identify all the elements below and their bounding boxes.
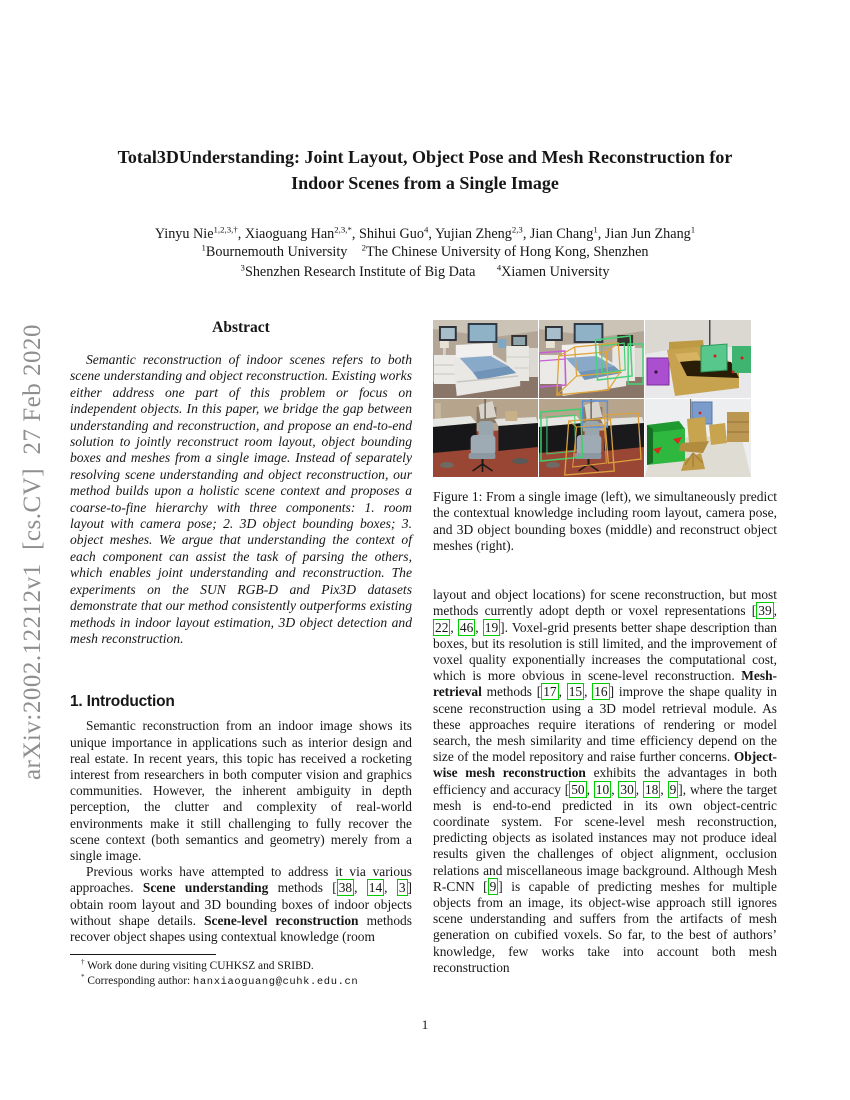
- text-run: exhibits the advantages in both efficiency and accuracy [: [433, 765, 777, 797]
- affiliation-line-2: [70, 263, 780, 283]
- text-run: †: [81, 958, 85, 967]
- text-run: 1: [593, 224, 598, 235]
- text-run: *: [81, 973, 85, 982]
- text-run: Bournemouth University: [205, 244, 362, 260]
- intro-paragraph-1: Semantic reconstruction from an indoor image shows its unique importance in applications such as interior design and real estate. In recent years, this topic has received a rocketing interest from researchers in both computer vision and graphics communities. However, the inherent ambiguity in depth perception, the clutter and complexity of real-world environments make it still challenging to fully recover the scene context (both semantics and geometry) merely from a single image.: [70, 718, 412, 863]
- text-run: ,: [475, 619, 483, 635]
- text-run: 4: [424, 224, 429, 235]
- text-run: methods [: [268, 880, 337, 896]
- text-run: 2,3,*: [334, 224, 352, 235]
- text-run: ] is capable of predicting meshes for multiple objects from an image, its object-wise approach still ignores scene understanding and suffers from the artifacts of mesh generation on cubified voxels. So far, to the best of authors’ knowledge, few works take into account both mesh reconstruction: [433, 878, 777, 975]
- text-run: Shenzhen Research Institute of Big Data: [244, 263, 497, 280]
- citation-link[interactable]: 38: [338, 880, 353, 896]
- paper-title-line-1: Total3DUnderstanding: Joint Layout, Object Pose and Mesh Reconstruction for: [117, 147, 733, 167]
- text-run: Work done during visiting CUHKSZ and SRIBD.: [84, 960, 314, 972]
- citation-link[interactable]: 16: [594, 684, 608, 700]
- citation-link[interactable]: 22: [435, 619, 449, 635]
- paper-header: [70, 144, 780, 282]
- citation-link[interactable]: 9: [669, 781, 677, 797]
- citation-link[interactable]: 18: [644, 781, 659, 797]
- citation-link[interactable]: 17: [543, 684, 557, 700]
- text-run: layout and object locations) for scene reconstruction, but most methods currently adopt depth or voxel representations [: [433, 587, 777, 619]
- footnote-corresponding-author: [70, 974, 412, 990]
- affiliation-line-1: [70, 243, 780, 263]
- text-run: ,: [611, 781, 619, 797]
- figure1-office-with-boxes: [539, 399, 644, 477]
- text-run: ,: [635, 781, 643, 797]
- text-run: 1,2,3,†: [213, 224, 238, 235]
- paper-title: [70, 144, 780, 196]
- footnote-dagger: [70, 959, 412, 974]
- text-run: , Yujian Zheng: [428, 226, 512, 242]
- text-run: ,: [584, 684, 593, 700]
- text-run: Previous works have attempted to address it via various approaches.: [70, 864, 412, 896]
- text-run: 1: [690, 224, 696, 235]
- citation-link[interactable]: 39: [758, 603, 772, 619]
- text-run: Scene-level reconstruction: [204, 912, 359, 928]
- figure-1-caption: Figure 1: From a single image (left), we simultaneously predict the contextual knowledge including room layout, camera pose, and 3D object bounding boxes (middle) and reconstruct object meshes (right).: [433, 489, 777, 553]
- citation-link[interactable]: 19: [484, 619, 499, 635]
- text-run: ,: [450, 619, 458, 635]
- citation-link[interactable]: 9: [489, 878, 497, 894]
- text-run: ,: [354, 880, 367, 896]
- figure1-office-photo: [433, 399, 538, 477]
- text-run: , Jian Jun Zhang: [597, 226, 691, 242]
- text-run: ]. Voxel-grid presents better shape description than boxes, but its resolution is still limited, and the improvement of voxel quality exponentially increases the computational cost, which is more obvious in scene-level reconstruction.: [433, 619, 777, 684]
- text-run: Xiamen University: [501, 263, 610, 280]
- text-run: ,: [660, 781, 668, 797]
- email-text: hanxiaoguang@cuhk.edu.cn: [193, 976, 359, 988]
- figure1-bedroom-mesh: [645, 320, 751, 398]
- text-run: , Shihui Guo: [351, 226, 424, 242]
- text-run: Mesh-retrieval: [433, 668, 777, 700]
- text-run: Scene understanding: [142, 880, 269, 896]
- text-run: 2,3: [511, 224, 523, 235]
- intro-paragraph-2: [70, 864, 412, 945]
- page-number: 1: [421, 1017, 429, 1032]
- text-run: ] improve the shape quality in scene reconstruction using a 3D model retrieval module. As these approaches require iterations of rendering or model search, the mesh similarity and time efficiency depend on the size of the model repository and raise further concerns.: [433, 684, 778, 765]
- author-line: [70, 225, 780, 243]
- text-run: Object-wise mesh reconstruction: [433, 749, 777, 781]
- text-run: 3: [240, 261, 245, 272]
- citation-link[interactable]: 3: [398, 880, 406, 896]
- text-run: ,: [558, 684, 567, 700]
- left-column: [70, 318, 412, 945]
- text-run: , Jian Chang: [522, 226, 594, 242]
- text-run: Corresponding author:: [84, 975, 194, 987]
- abstract-heading: Abstract: [212, 319, 270, 336]
- footnote-rule: [70, 954, 216, 955]
- arxiv-watermark: arXiv:2002.12212v1 [cs.CV] 27 Feb 2020: [19, 323, 46, 781]
- text-run: 4: [496, 261, 502, 272]
- text-run: methods recover object shapes using contextual knowledge (room: [70, 912, 412, 944]
- citation-link[interactable]: 10: [595, 781, 610, 797]
- figure1-office-mesh: [645, 399, 751, 477]
- intro-paragraph-2-continued: [433, 587, 777, 976]
- figure-1-image-grid: [433, 320, 751, 477]
- right-column: [433, 320, 778, 976]
- citation-link[interactable]: 15: [568, 684, 583, 700]
- text-run: The Chinese University of Hong Kong, Shenzhen: [365, 244, 649, 260]
- text-run: methods [: [481, 684, 542, 700]
- citation-link[interactable]: 46: [459, 619, 474, 635]
- citation-link[interactable]: 30: [620, 781, 634, 797]
- paper-title-line-2: Indoor Scenes from a Single Image: [291, 173, 559, 193]
- abstract-text: Semantic reconstruction of indoor scenes refers to both scene understanding and object reconstruction. Existing works either address one part of this problem or focus on independent objects. In this paper, we bridge the gap between understanding and reconstruction, and propose an end-to-end solution to jointly reconstruct room layout, object bounding boxes and meshes from a single image. Instead of separately resolving scene understanding and object reconstruction, our method builds upon a holistic scene context and proposes a coarse-to-fine hierarchy with three components: 1. room layout with camera pose; 2. 3D object bounding boxes; 3. object meshes. We argue that understanding the context of each component can assist the task of parsing the others, which enables joint understanding and reconstruction. The experiments on the SUN RGB-D and Pix3D datasets demonstrate that our method consistently outperforms existing methods in indoor layout estimation, 3D object detection and mesh reconstruction.: [70, 352, 412, 646]
- text-run: 1: [201, 242, 206, 253]
- text-run: ,: [773, 603, 777, 619]
- figure-1: [433, 320, 778, 554]
- citation-link[interactable]: 14: [368, 880, 383, 896]
- text-run: ,: [586, 781, 594, 797]
- text-run: Yinyu Nie: [154, 226, 214, 242]
- figure1-bedroom-photo: [433, 320, 538, 398]
- text-run: ,: [384, 880, 397, 896]
- text-run: ] obtain room layout and 3D bounding boxes of indoor objects without shape details.: [70, 880, 412, 928]
- footnote-block: [70, 954, 412, 990]
- figure1-bedroom-with-boxes: [539, 320, 644, 398]
- text-run: , Xiaoguang Han: [237, 226, 335, 242]
- introduction-heading: 1. Introduction: [70, 693, 175, 711]
- text-run: 2: [361, 242, 366, 253]
- citation-link[interactable]: 50: [571, 781, 585, 797]
- text-run: ], where the target mesh is end-to-end predicted in its own object-centric coordinate system. For scene-level mesh reconstruction, predicting objects as isolated instances may not produce ideal results given the challenges of object alignment, occlusion relations and miscellaneous image background. Although Mesh R-CNN [: [433, 781, 777, 894]
